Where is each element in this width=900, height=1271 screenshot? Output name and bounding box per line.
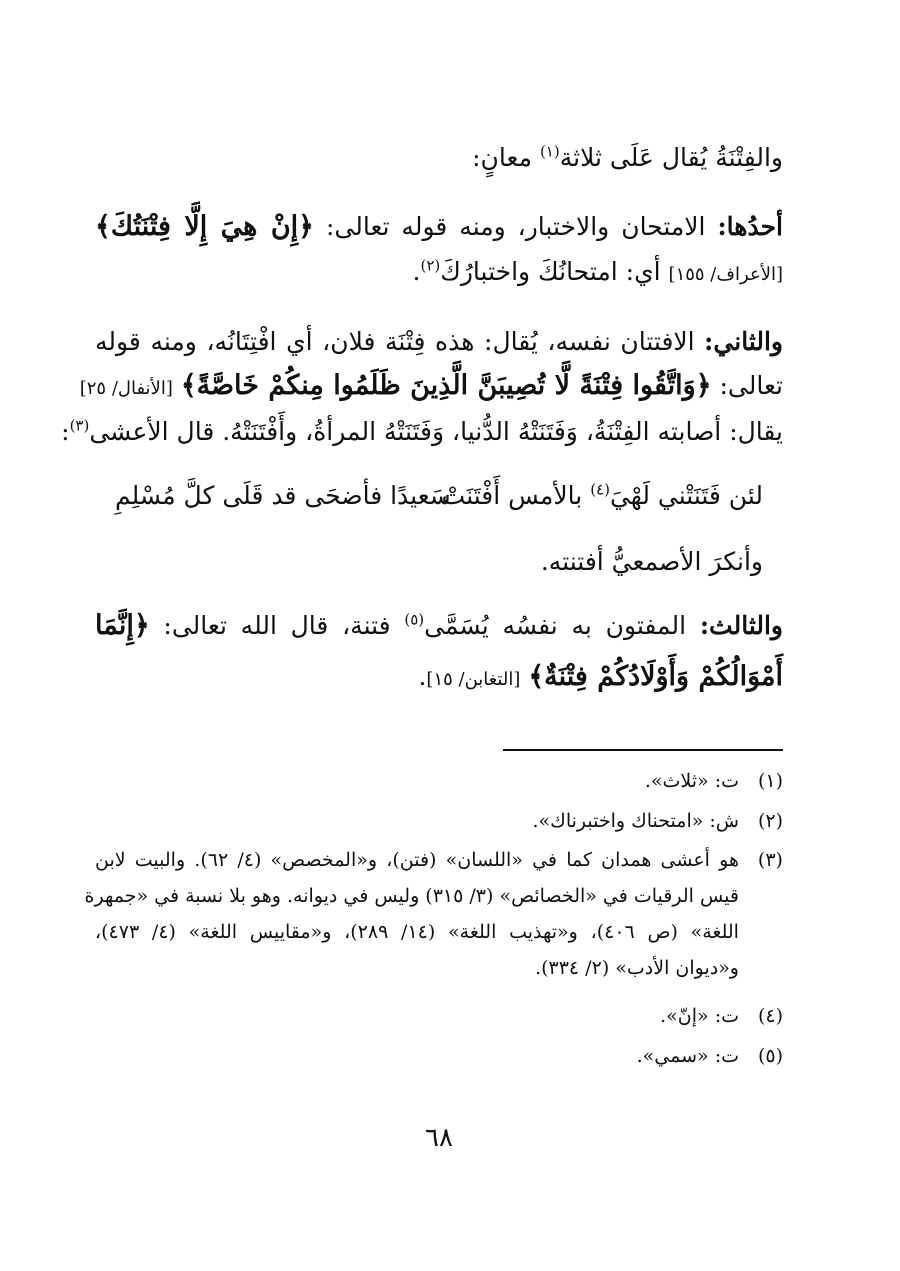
second-text-2: تعالى: xyxy=(711,371,783,400)
footnote-text: ت: «ثلاث». xyxy=(644,770,739,792)
second-meaning-line-3 xyxy=(61,410,783,454)
quran-verse-taghabun-end: أَمْوَالُكُمْ وَأَوْلَادُكُمْ فِتْنَةٌ﴾ xyxy=(528,661,783,692)
poem-first-tail: بالأمس أَفْتَنَتْ xyxy=(441,481,591,510)
footnote-number: (٢) xyxy=(757,810,783,832)
verse-ref-anfal: [الأنفال/ ٢٥] xyxy=(79,378,173,399)
footnote-number: (٤) xyxy=(757,1005,783,1027)
first-end: . xyxy=(412,257,421,286)
footnote-3 xyxy=(95,844,783,876)
third-meaning-line-1 xyxy=(95,604,783,648)
footnote-3-line-2 xyxy=(84,880,739,912)
second-text-1: الافتتان نفسه، يُقال: هذه فِتْنَة فلان، أي افْتِتَانُه، ومنه قوله xyxy=(95,327,705,356)
second-meaning-line-2 xyxy=(79,364,783,411)
intro-tail: معانٍ: xyxy=(472,143,540,172)
note-ref-3[interactable]: (٣) xyxy=(69,416,90,435)
poem-first-hemistich xyxy=(442,474,763,518)
footnote-4 xyxy=(95,1000,783,1032)
first-meaning-line-2 xyxy=(95,250,783,297)
verse-ref-araf: [الأعراف/ ١٥٥] xyxy=(668,264,783,285)
note-ref-1[interactable]: (١) xyxy=(539,142,560,161)
footnote-text: ت: «إنّ». xyxy=(660,1005,739,1027)
note-ref-2[interactable]: (٢) xyxy=(420,256,441,275)
footnote-text: هو أعشى همدان كما في «اللسان» (فتن)، و«المخصص» (٤/ ٦٢). والبيت لابن xyxy=(95,849,739,871)
footnote-2 xyxy=(95,805,783,837)
footnote-text: و«ديوان الأدب» (٢/ ٣٣٤). xyxy=(535,957,739,979)
footnote-number: (١) xyxy=(757,770,783,792)
first-meaning-line-1 xyxy=(95,205,783,249)
footnote-text: اللغة» (ص ٤٠٦)، و«تهذيب اللغة» (١٤/ ٢٨٩)، و«مقاييس اللغة» (٤/ ٤٧٣)، xyxy=(95,921,739,943)
asmai-text: وأنكرَ الأصمعيُّ أفتنته. xyxy=(540,547,763,576)
footnote-separator xyxy=(503,749,783,751)
second-text-3: يقال: أصابته الفِتْنَةُ، وَفَتَنَتْهُ الدُّنيا، وَفَتَنَتْهُ المرأةُ، وأَفْتَنَتْهُ. قال الأعشى xyxy=(89,417,783,446)
quran-verse-taghabun-start: ﴿إِنَّمَا xyxy=(95,610,150,641)
note-ref-4[interactable]: (٤) xyxy=(590,480,610,499)
second-meaning-line-1 xyxy=(95,320,783,364)
third-text-b: فتنة، قال الله تعالى: xyxy=(149,611,405,640)
third-text: المفتون به نفسُه يُسَمَّى xyxy=(424,611,700,640)
poem-second-text: سَعيدًا فأضحَى قد قَلَى كلَّ مُسْلِمِ xyxy=(115,481,451,510)
page-number: ٦٨ xyxy=(425,1123,453,1153)
footnote-3-line-4 xyxy=(95,952,739,984)
footnote-text: ت: «سمي». xyxy=(636,1045,739,1067)
second-label: والثاني: xyxy=(704,327,783,356)
first-gloss: أي: امتحانُكَ واختبارُكَ xyxy=(440,257,669,286)
quran-verse-anfal: ﴿وَاتَّقُوا فِتْنَةً لَّا تُصِيبَنَّ الَّذِينَ ظَلَمُوا مِنكُمْ خَاصَّةً﴾ xyxy=(180,370,712,401)
poem-second-hemistich xyxy=(115,474,451,518)
first-text: الامتحان والاختبار، ومنه قوله تعالى: xyxy=(313,212,718,241)
footnote-text: ش: «امتحناك واختبرناك». xyxy=(532,810,739,832)
quran-verse-araf: ﴿إِنْ هِيَ إِلَّا فِتْنَتُكَ﴾ xyxy=(95,211,314,242)
note-ref-5[interactable]: (٥) xyxy=(404,610,425,629)
first-label: أحدُها: xyxy=(717,212,783,241)
book-page xyxy=(61,0,784,1271)
intro-line xyxy=(95,136,783,180)
second-end: : xyxy=(61,417,70,446)
third-label: والثالث: xyxy=(699,611,784,640)
third-end: . xyxy=(418,662,427,691)
footnote-1 xyxy=(95,765,783,797)
footnote-text: قيس الرقيات في «الخصائص» (٣/ ٣١٥) وليس في ديوانه. وهو بلا نسبة في «جمهرة xyxy=(84,885,739,907)
footnote-3-line-3 xyxy=(95,916,739,948)
third-meaning-line-2 xyxy=(95,655,783,702)
footnote-5 xyxy=(95,1040,783,1072)
footnote-number: (٥) xyxy=(757,1045,783,1067)
asmai-line xyxy=(95,540,763,584)
footnote-number: (٣) xyxy=(757,849,783,871)
intro-text: والفِتْنَةُ يُقال عَلَى ثلاثة xyxy=(559,143,783,172)
verse-ref-taghabun: [التغابن/ ١٥] xyxy=(426,669,521,690)
poem-first-text: لئن فَتَنَتْني لَهْيَ xyxy=(609,481,763,510)
